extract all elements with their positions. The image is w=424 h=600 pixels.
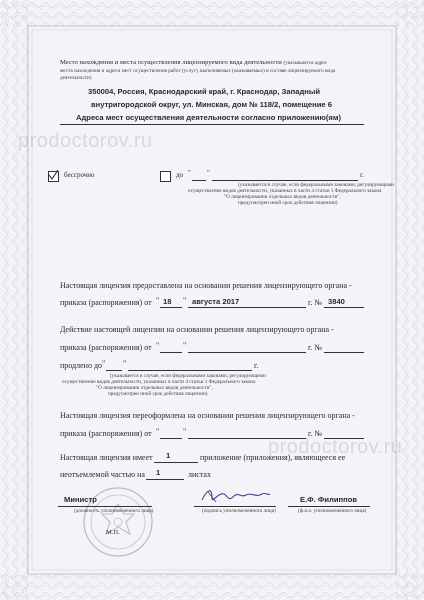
signature-line: [194, 506, 276, 507]
name-caption: (ф.и.о. уполномоченного лица): [298, 508, 367, 514]
appendix-line2-suffix: листах: [188, 470, 211, 479]
until-quote-open: ": [188, 169, 191, 177]
appendix-sheets: 1: [156, 468, 161, 477]
reissue-order-prefix: приказа (распоряжения) от: [60, 429, 152, 438]
appendix-sheets-line: [146, 479, 184, 480]
extension-note-2: осуществление видов деятельности, указанных в части 4 статьи 1 Федерального закона: [62, 379, 256, 385]
extension-quote-open: ": [156, 341, 160, 350]
header-line1: [60, 60, 327, 67]
until-day-line: [192, 180, 206, 181]
grant-month-line: [188, 307, 306, 308]
grant-sentence: Настоящая лицензия предоставлена на основании решения лицензирующего органа -: [60, 281, 352, 290]
header-line2: места нахождения и адреса мест осуществления работ (услуг), выполняемых (оказываемых) в составе лицензируемого вида: [60, 68, 336, 74]
term-note-4: предусмотрен иной срок действия лицензии): [238, 200, 338, 206]
appendix-line1-suffix: приложение (приложения), являющееся ее: [200, 453, 346, 462]
watermark-bottom: prodoctorov.ru: [268, 436, 403, 458]
position-caption: (должность уполномоченного лица): [74, 508, 154, 514]
grant-quote-close: ": [183, 296, 187, 305]
appendix-line2-prefix: неотъемлемой частью на: [60, 470, 145, 479]
grant-num-prefix: г. №: [308, 298, 323, 307]
address-line1: 350004, Россия, Краснодарский край, г. Краснодар, Западный: [88, 87, 321, 96]
indefinite-label: бессрочно: [64, 171, 95, 179]
reissue-number-line: [324, 438, 364, 439]
header-line3: деятельности): [60, 75, 92, 81]
extension-num-prefix: г. №: [308, 343, 323, 352]
extended-suffix: г.: [254, 361, 259, 370]
name-line: [288, 506, 370, 507]
grant-day-line: [160, 307, 182, 308]
reissue-quote-open: ": [156, 427, 160, 436]
until-year-suffix: г.: [360, 171, 364, 179]
extended-day-line: [106, 370, 122, 371]
signature-caption: (подпись уполномоченного лица): [202, 508, 276, 514]
header-title: Место нахождения и места осуществления лицензируемого вида деятельности: [60, 59, 282, 66]
extension-sentence: Действие настоящей лицензии на основании решения лицензирующего органа -: [60, 325, 334, 334]
address-underline: [60, 124, 364, 125]
address-line2: внутригородской округ, ул. Минская, дом № 118/2, помещение 6: [91, 100, 332, 109]
header-note: (указываются адрес: [283, 60, 328, 66]
extended-quote-close: ": [123, 359, 127, 368]
until-label: до: [176, 171, 184, 179]
position-line: [58, 506, 152, 507]
address-line3: Адреса мест осуществления деятельности согласно приложению(ям): [76, 113, 341, 122]
grant-order-prefix: приказа (распоряжения) от: [60, 298, 152, 307]
appendix-line1-prefix: Настоящая лицензия имеет: [60, 453, 153, 462]
grant-number: 3840: [328, 297, 345, 306]
signer-position: Министр: [64, 495, 97, 504]
extension-note-4: предусмотрен иной срок действия лицензии): [108, 391, 208, 397]
term-note-2: осуществление видов деятельности, указанных в части 4 статьи 1 Федерального закона: [188, 188, 382, 194]
check-mark-icon: [48, 170, 58, 180]
extension-order-prefix: приказа (распоряжения) от: [60, 343, 152, 352]
extension-quote-close: ": [183, 341, 187, 350]
handwritten-signature: [198, 484, 274, 508]
reissue-quote-close: ": [183, 427, 187, 436]
extension-note-1: (указывается в случае, если федеральными законами, регулирующими: [110, 373, 266, 379]
extension-note-3: "О лицензировании отдельных видов деятельности",: [96, 385, 213, 391]
reissue-num-prefix: г. №: [308, 429, 323, 438]
grant-day: 18: [163, 297, 172, 306]
indefinite-checkbox[interactable]: [48, 171, 59, 182]
watermark-top: prodoctorov.ru: [18, 130, 153, 152]
term-note-3: "О лицензировании отдельных видов деятельности",: [224, 194, 341, 200]
extended-prefix: продлено до: [60, 361, 103, 370]
extension-month-line: [188, 352, 306, 353]
grant-quote-open: ": [156, 296, 160, 305]
extended-date-line: [128, 370, 252, 371]
until-quote-close: ": [207, 169, 210, 177]
until-checkbox[interactable]: [160, 171, 171, 182]
term-note-1: (указывается в случае, если федеральными законами, регулирующими: [238, 182, 394, 188]
reissue-sentence: Настоящая лицензия переоформлена на основании решения лицензирующего органа -: [60, 411, 355, 420]
extension-number-line: [324, 352, 364, 353]
reissue-day-line: [160, 438, 182, 439]
signer-name: Е.Ф. Филиппов: [300, 495, 357, 504]
extended-quote-open: ": [102, 359, 106, 368]
grant-number-line: [324, 307, 364, 308]
extension-day-line: [160, 352, 182, 353]
reissue-month-line: [188, 438, 306, 439]
appendix-count: 1: [166, 451, 171, 460]
stamp-label: М.П.: [106, 529, 120, 536]
appendix-count-line: [154, 462, 198, 463]
until-date-line: [212, 180, 358, 181]
grant-month: августа 2017: [192, 297, 240, 306]
